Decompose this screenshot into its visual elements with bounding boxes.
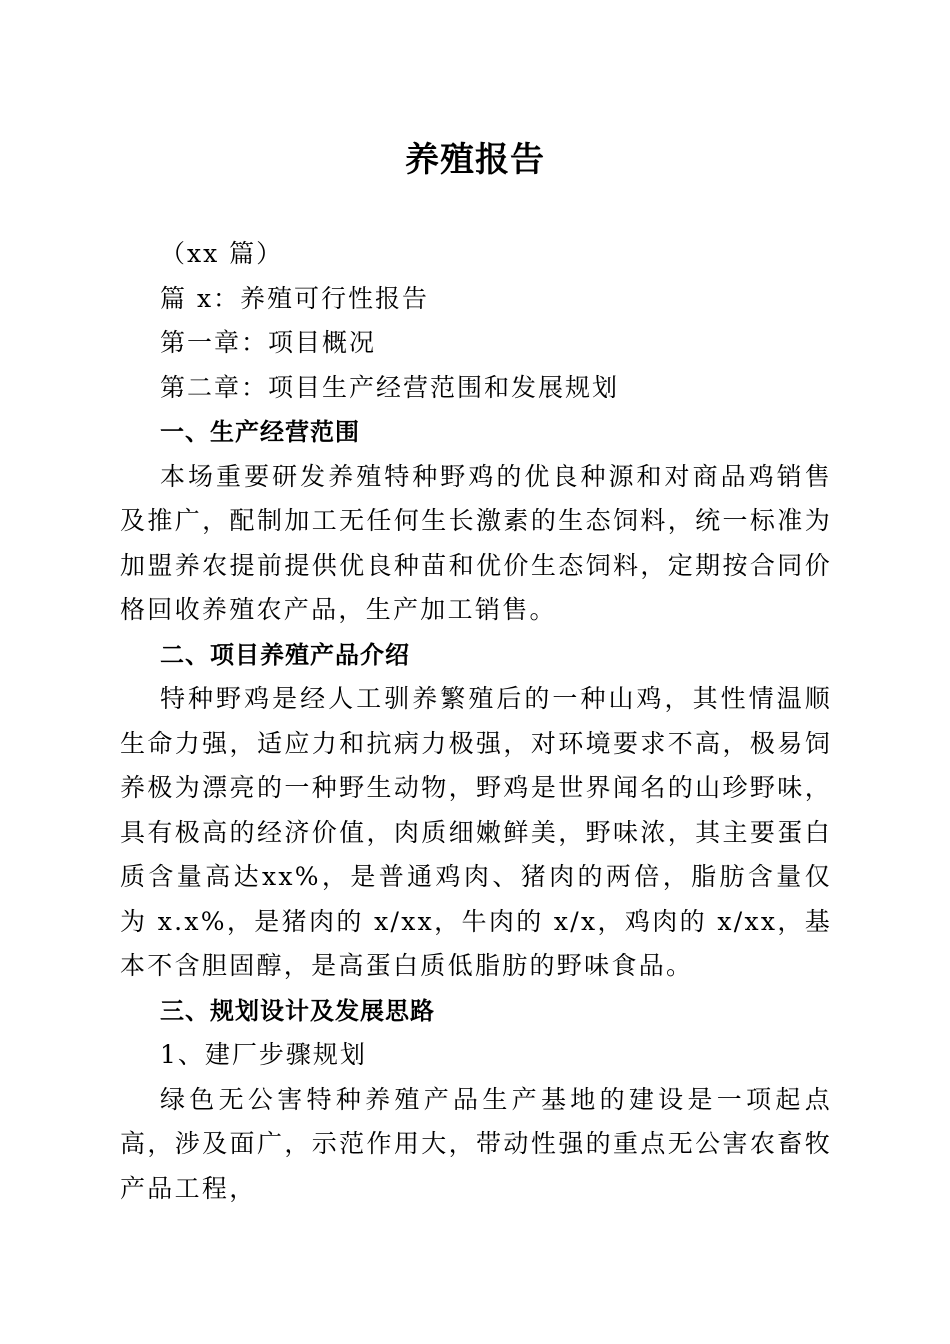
- chapter-2-heading: 第二章：项目生产经营范围和发展规划: [160, 372, 620, 402]
- section-1-paragraph: 本场重要研发养殖特种野鸡的优良种源和对商品鸡销售及推广，配制加工无任何生长激素的生态饲料，统一标准为加盟养农提前提供优良种苗和优价生态饲料，定期按合同价格回收养殖农产品，生产加工销售。: [120, 461, 832, 624]
- article-heading: 篇 x：养殖可行性报告: [160, 283, 430, 313]
- section-1-heading: 一、生产经营范围: [160, 418, 360, 446]
- section-2-heading: 二、项目养殖产品介绍: [160, 640, 410, 669]
- section-2-paragraph: 特种野鸡是经人工驯养繁殖后的一种山鸡，其性情温顺生命力强，适应力和抗病力极强，对环境要求不高，极易饲养极为漂亮的一种野生动物，野鸡是世界闻名的山珍野味，具有极高的经济价值，肉质细嫩鲜美，野味浓，其主要蛋白质含量高达xx%，是普通鸡肉、猪肉的两倍，脂肪含量仅为 x.x%，是猪肉的 x/xx，牛肉的 x/x，鸡肉的 x/xx，基本不含胆固醇，是高蛋白质低脂肪的野味食品。: [120, 684, 832, 980]
- chapter-1-heading: 第一章：项目概况: [160, 328, 377, 357]
- document-subtitle: （xx 篇）: [160, 239, 284, 268]
- section-3-subheading: 1、建厂步骤规划: [160, 1040, 367, 1069]
- document-title: 养殖报告: [405, 140, 545, 180]
- section-3-heading: 三、规划设计及发展思路: [160, 996, 435, 1025]
- document-body: [120, 232, 832, 1211]
- section-3-paragraph: 绿色无公害特种养殖产品生产基地的建设是一项起点高，涉及面广，示范作用大，带动性强的重点无公害农畜牧产品工程，: [120, 1084, 832, 1203]
